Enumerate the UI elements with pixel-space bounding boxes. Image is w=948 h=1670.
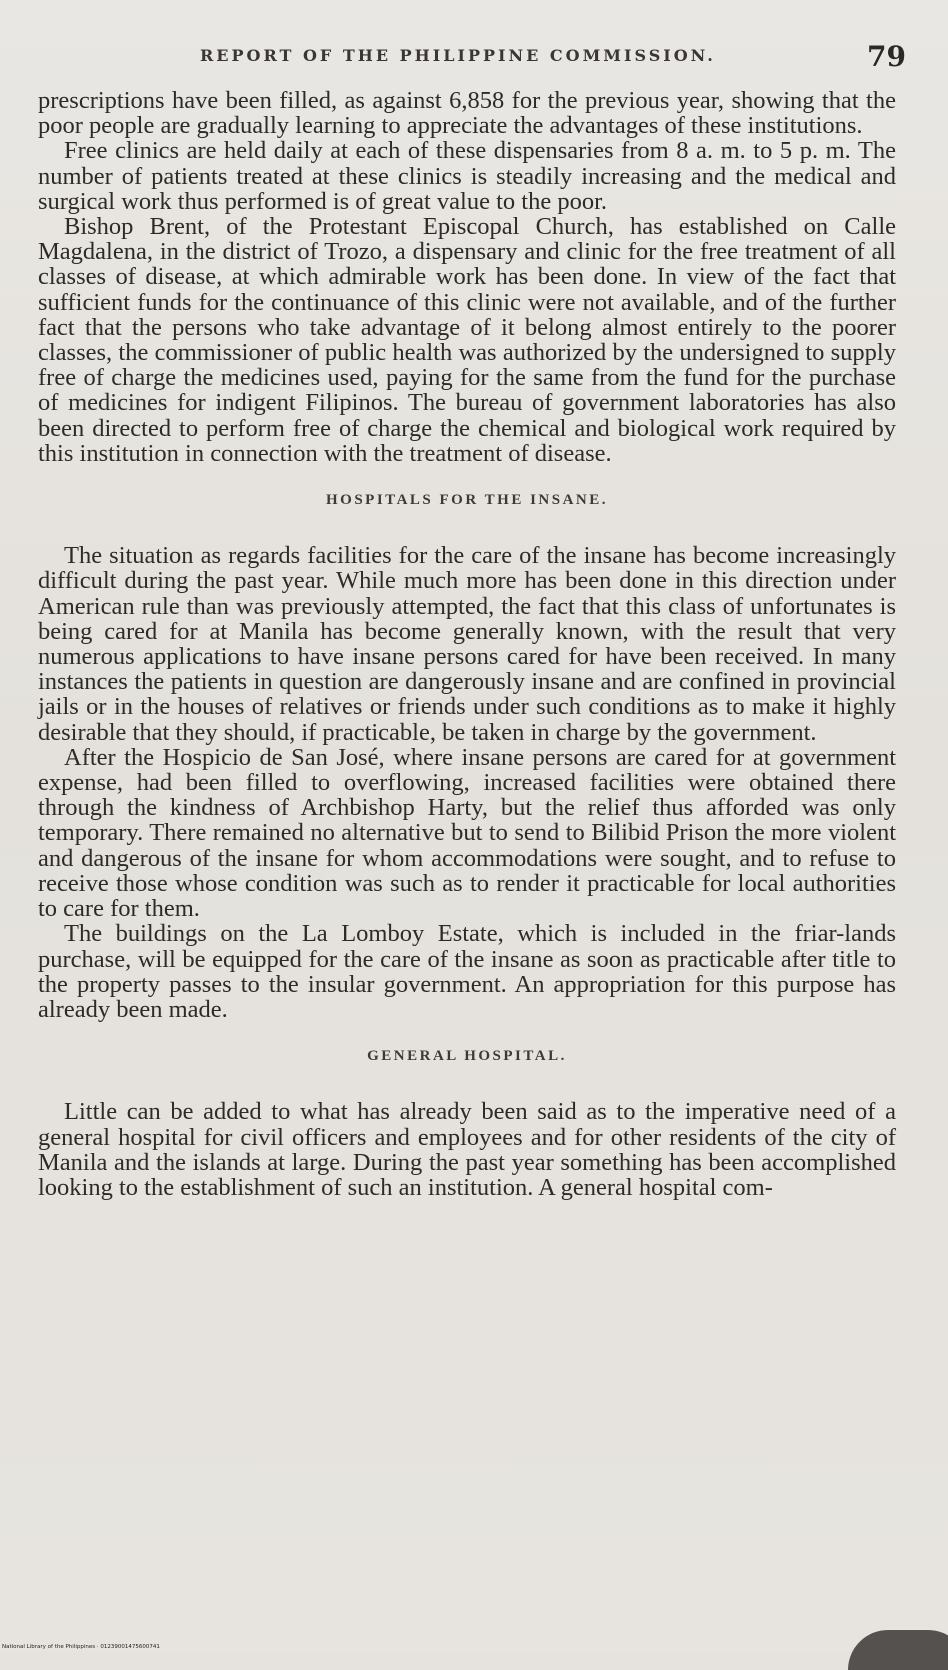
scan-corner-shadow	[848, 1630, 948, 1670]
paragraph-free-clinics: Free clinics are held daily at each of these dispensaries from 8 a. m. to 5 p. m. The number of patients treated at these clinics is steadily increasing and the medical and surgical work thus performed is of great value to the poor.	[38, 137, 896, 215]
running-head	[40, 40, 910, 80]
paragraph-general-hospital: Little can be added to what has already been said as to the imperative need of a general hospital for civil officers and employees and for other residents of the city of Manila and the islands at large. During the past year something has been accomplished looking to the establishment of such an institution. A general hospital com-	[38, 1098, 896, 1201]
paragraph-la-lomboy: The buildings on the La Lomboy Estate, which is included in the friar-lands purchase, will be equipped for the care of the insane as soon as practicable after title to the property passes to the insular government. An appropriation for this purpose has already been made.	[38, 920, 896, 1023]
paragraph-continued: prescriptions have been filled, as against 6,858 for the previous year, showing that the poor people are gradually learning to appreciate the advantages of these institutions.	[38, 87, 896, 140]
paragraph-insane-situation: The situation as regards facilities for the care of the insane has become increasingly difficult during the past year. While much more has been done in this direction under American rule than was previously attempted, the fact that this class of unfortunates is being cared for at Manila has become generally known, with the result that very numerous applications to have insane persons cared for have been received. In many instances the patients in question are dangerously insane and are confined in provincial jails or in the houses of relatives or friends under such conditions as to make it highly desirable that they should, if practicable, be taken in charge by the government.	[38, 542, 896, 746]
paragraph-bishop-brent: Bishop Brent, of the Protestant Episcopal Church, has established on Calle Magdalena, in the district of Trozo, a dispensary and clinic for the free treatment of all classes of disease, at which admirable work has been done. In view of the fact that sufficient funds for the continuance of this clinic were not available, and of the further fact that the persons who take advantage of it belong almost entirely to the poorer classes, the commissioner of public health was authorized by the undersigned to supply free of charge the medicines used, paying for the same from the fund for the purchase of medicines for indigent Filipinos. The bureau of government laboratories has also been directed to perform free of charge the chemical and biological work required by this institution in connection with the treatment of disease.	[38, 213, 896, 467]
body-text	[38, 88, 896, 1200]
footer-credit: National Library of the Philippines · 01239001475600741	[2, 1644, 160, 1650]
running-title: REPORT OF THE PHILIPPINE COMMISSION.	[200, 46, 716, 65]
paragraph-hospicio: After the Hospicio de San José, where insane persons are cared for at government expense, had been filled to overflowing, increased facilities were obtained there through the kindness of Archbishop Harty, but the relief thus afforded was only temporary. There remained no alternative but to send to Bilibid Prison the more violent and dangerous of the insane for whom accommodations were sought, and to refuse to receive those whose condition was such as to render it practicable for local authorities to care for them.	[38, 743, 896, 923]
section-heading-general-hospital: GENERAL HOSPITAL.	[367, 1048, 567, 1065]
section-heading-insane: HOSPITALS FOR THE INSANE.	[326, 492, 608, 509]
page-number: 79	[867, 40, 906, 73]
